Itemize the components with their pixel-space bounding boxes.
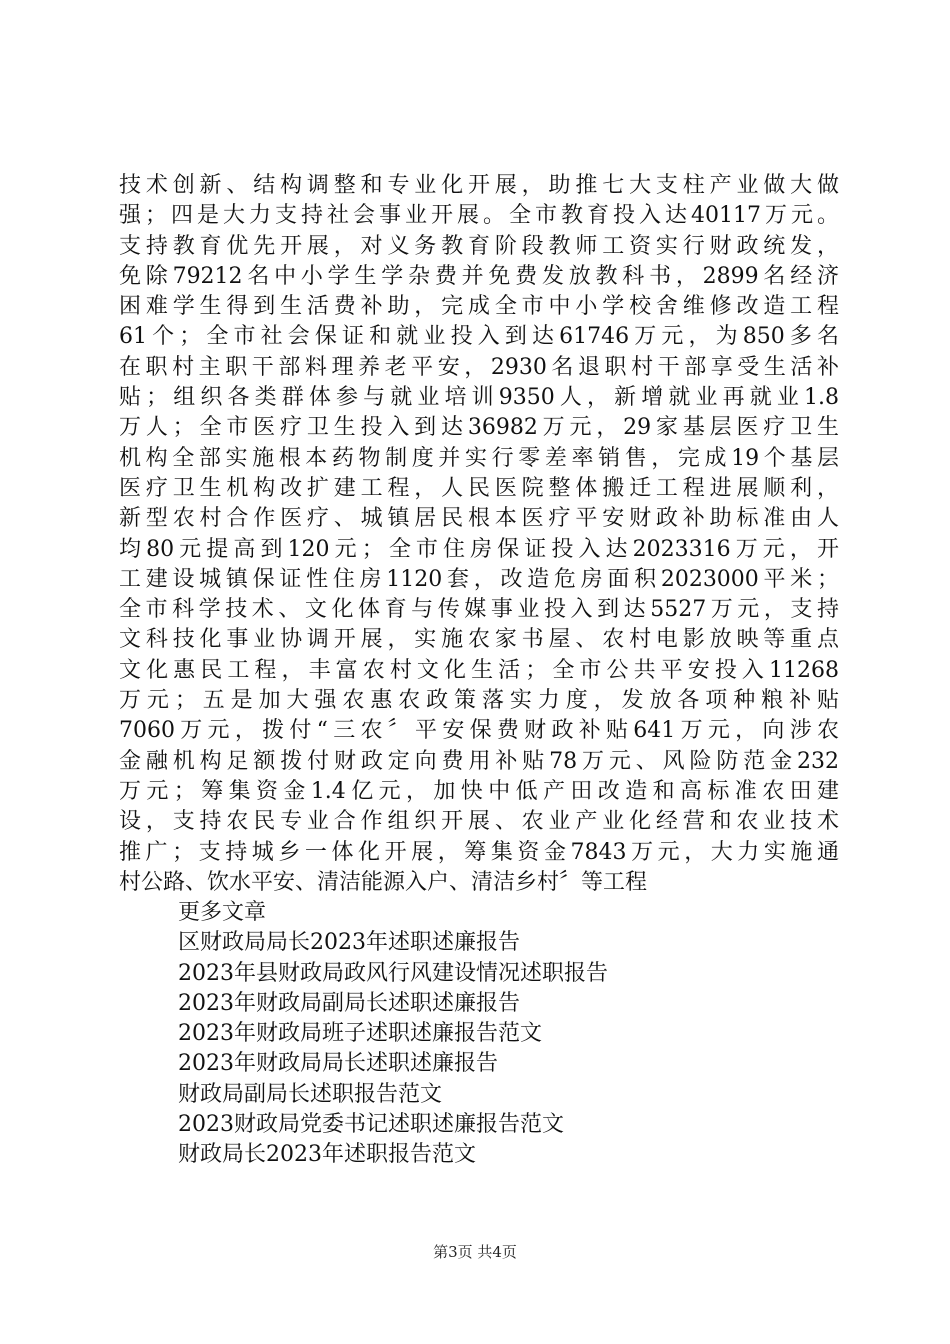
body-line: 工建设城镇保证性住房1120套，改造危房面积2023000平米； xyxy=(119,566,839,592)
body-line: 技术创新、结构调整和专业化开展，助推七大支柱产业做大做 xyxy=(119,173,839,198)
body-line: 金融机构足额拨付财政定向费用补贴78万元、风险防范金232 xyxy=(119,748,839,774)
related-article-link[interactable]: 2023年财政局班子述职述廉报告范文 xyxy=(178,1021,542,1047)
body-line: 支持教育优先开展，对义务教育阶段教师工资实行财政统发， xyxy=(119,233,839,259)
body-line: 医疗卫生机构改扩建工程，人民医院整体搬迁工程进展顺利， xyxy=(119,475,839,501)
body-line: 免除79212名中小学生学杂费并免费发放教科书，2899名经济 xyxy=(119,263,839,289)
body-line: 万元；筹集资金1.4亿元，加快中低产田改造和高标准农田建 xyxy=(119,778,839,804)
related-article-link[interactable]: 2023年县财政局政风行风建设情况述职报告 xyxy=(178,960,608,986)
body-line: 在职村主职干部料理养老平安，2930名退职村干部享受生活补 xyxy=(119,354,839,380)
body-line: 机构全部实施根本药物制度并实行零差率销售，完成19个基层 xyxy=(119,445,839,471)
body-line: 设，支持农民专业合作组织开展、农业产业化经营和农业技术 xyxy=(119,809,839,835)
related-article-link[interactable]: 财政局长2023年述职报告范文 xyxy=(178,1142,476,1168)
related-article-link[interactable]: 2023年财政局副局长述职述廉报告 xyxy=(178,990,520,1016)
body-line: 万人；全市医疗卫生投入到达36982万元，29家基层医疗卫生 xyxy=(119,415,839,441)
body-line: 文化惠民工程，丰富农村文化生活；全市公共平安投入11268 xyxy=(119,657,839,683)
related-article-link[interactable]: 财政局副局长述职报告范文 xyxy=(178,1081,443,1107)
body-line: 贴；组织各类群体参与就业培训9350人，新增就业再就业1.8 xyxy=(119,385,839,411)
body-text xyxy=(119,171,839,898)
body-line: 均80元提高到120元；全市住房保证投入达2023316万元，开 xyxy=(119,536,839,562)
body-line: 新型农村合作医疗、城镇居民根本医疗平安财政补助标准由人 xyxy=(119,506,839,532)
page-number-footer: 第3页 共4页 xyxy=(433,1243,517,1261)
body-line: 万元；五是加大强农惠农政策落实力度，发放各项种粮补贴 xyxy=(119,688,839,714)
related-article-link[interactable]: 2023年财政局局长述职述廉报告 xyxy=(178,1051,498,1077)
body-line: 困难学生得到生活费补助，完成全市中小学校舍维修改造工程 xyxy=(119,294,839,320)
body-line: 7060万元，拨付“三农〞平安保费财政补贴641万元，向涉农 xyxy=(119,718,839,744)
body-line: 村公路、饮水平安、清洁能源入户、清洁乡村〞等工程 xyxy=(119,869,648,895)
more-articles-heading: 更多文章 xyxy=(178,900,267,925)
body-line: 61个；全市社会保证和就业投入到达61746万元，为850多名 xyxy=(119,324,839,350)
body-line: 推广；支持城乡一体化开展，筹集资金7843万元，大力实施通 xyxy=(119,839,839,865)
related-article-link[interactable]: 2023财政局党委书记述职述廉报告范文 xyxy=(178,1112,564,1138)
body-line: 文科技化事业协调开展，实施农家书屋、农村电影放映等重点 xyxy=(119,627,839,653)
body-line: 全市科学技术、文化体育与传媒事业投入到达5527万元，支持 xyxy=(119,597,839,623)
related-article-link[interactable]: 区财政局局长2023年述职述廉报告 xyxy=(178,930,520,956)
body-line: 强；四是大力支持社会事业开展。全市教育投入达40117万元。 xyxy=(119,203,839,229)
related-articles xyxy=(178,898,778,1171)
